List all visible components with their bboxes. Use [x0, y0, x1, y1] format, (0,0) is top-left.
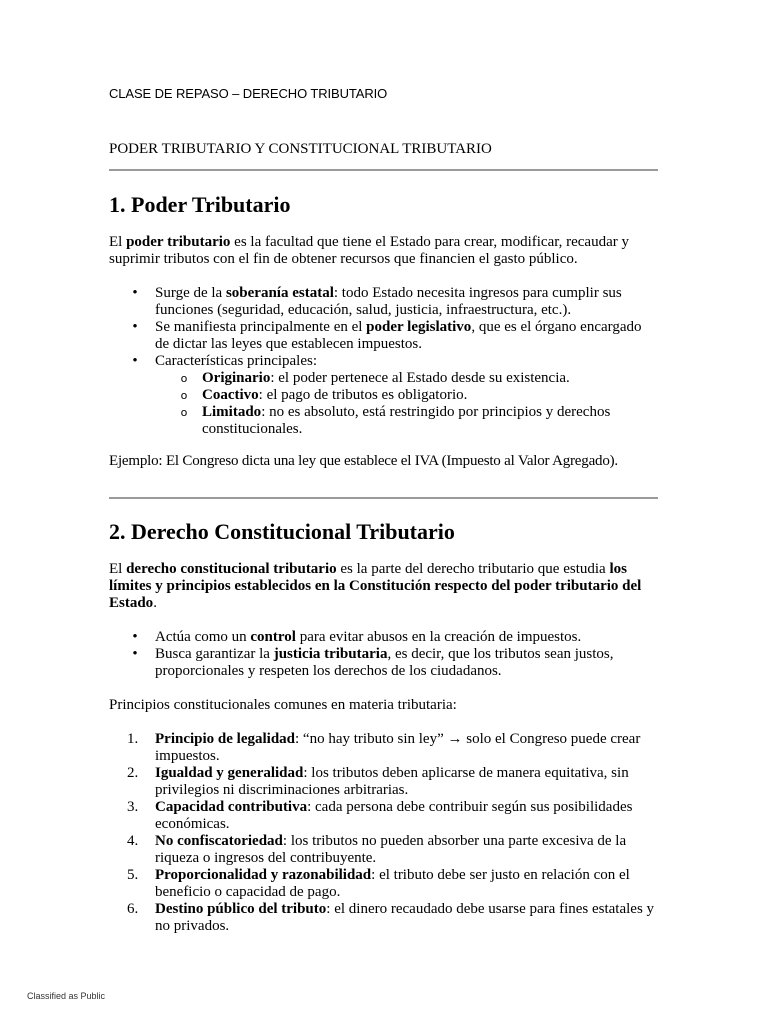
bullet-list: [109, 629, 658, 680]
bold-term: poder legislativo: [366, 319, 472, 335]
text-run: : los tributos deben aplicarse de manera equitativa, sin privilegios ni discriminaciones arbitrarias.: [155, 765, 629, 798]
text-run: : el tributo debe ser justo en relación con el beneficio o capacidad de pago.: [155, 867, 630, 900]
text-run: para evitar abusos en la creación de impuestos.: [295, 629, 582, 645]
bold-term: Originario: [202, 370, 271, 386]
bold-term: control: [250, 629, 296, 645]
bold-term: derecho constitucional tributario: [126, 561, 337, 577]
circle-marker: o: [180, 406, 188, 419]
text-run: Actúa como un: [155, 629, 251, 645]
bullet-list: [109, 285, 658, 438]
bold-term: Principio de legalidad: [155, 731, 296, 747]
text-run: , es decir, que los tributos sean justos, proporcionales y respeten los derechos de los ciudadanos.: [155, 646, 614, 679]
text-run: : no es absoluto, está restringido por principios y derechos constitucionales.: [202, 404, 611, 437]
bullet-marker: •: [132, 353, 138, 369]
text-run: es la facultad que tiene el Estado para crear, modificar, recaudar y suprimir tributos con el fin de obtener recursos que financien el gasto público.: [109, 234, 629, 267]
principle-item: [109, 833, 658, 867]
bullet-marker: •: [132, 629, 138, 645]
section-divider: [109, 169, 658, 171]
text-run: : “no hay tributo sin ley” → solo el Congreso puede crear impuestos.: [155, 731, 641, 764]
sub-list-item: [109, 387, 658, 404]
classification-label: Classified as Public: [27, 991, 106, 1001]
principle-item: [109, 901, 658, 935]
text-run: : todo Estado necesita ingresos para cumplir sus funciones (seguridad, educación, salud, justicia, infraestructura, etc.).: [155, 285, 622, 318]
section-divider: [109, 497, 658, 499]
bold-term: Coactivo: [202, 387, 259, 403]
bullet-marker: •: [132, 319, 138, 335]
list-item: [109, 285, 658, 319]
bullet-marker: •: [132, 646, 138, 662]
circle-marker: o: [180, 389, 188, 402]
principle-item: [109, 867, 658, 901]
text-run: El: [109, 234, 127, 250]
list-item: [109, 353, 658, 438]
text-run: , que es el órgano encargado de dictar las leyes que establecen impuestos.: [155, 319, 642, 352]
paragraph: [109, 234, 658, 268]
principle-item: [109, 799, 658, 833]
text-run: Surge de la: [155, 285, 226, 301]
bold-term: No confiscatoriedad: [155, 833, 283, 849]
list-item: [109, 646, 658, 680]
list-number: 2.: [127, 765, 139, 781]
text-run: : cada persona debe contribuir según sus posibilidades económicas.: [155, 799, 633, 832]
bold-term: justicia tributaria: [273, 646, 388, 662]
document-subtitle: PODER TRIBUTARIO Y CONSTITUCIONAL TRIBUTARIO: [109, 141, 492, 157]
bold-term: los límites y principios establecidos en la Constitución respecto del poder tributario del Estado: [109, 561, 642, 611]
list-number: 5.: [127, 867, 139, 883]
example-paragraph: Ejemplo: El Congreso dicta una ley que establece el IVA (Impuesto al Valor Agregado).: [109, 453, 618, 469]
paragraph: [109, 561, 658, 612]
bold-term: Proporcionalidad y razonabilidad: [155, 867, 372, 883]
text-run: Se manifiesta principalmente en el: [155, 319, 367, 335]
list-item: [109, 319, 658, 353]
sub-list-item: [109, 370, 658, 387]
sub-list-item: [109, 404, 658, 438]
text-run: .: [153, 595, 157, 611]
numbered-list: [109, 731, 658, 935]
circle-marker: o: [180, 372, 188, 385]
principle-item: [109, 731, 658, 765]
text-run: Características principales:: [155, 353, 318, 369]
text-run: : el poder pertenece al Estado desde su existencia.: [270, 370, 570, 386]
bold-term: Capacidad contributiva: [155, 799, 308, 815]
bold-term: Limitado: [202, 404, 262, 420]
text-run: es la parte del derecho tributario que estudia: [336, 561, 610, 577]
text-run: Busca garantizar la: [155, 646, 274, 662]
list-number: 1.: [127, 731, 139, 747]
bold-term: poder tributario: [126, 234, 231, 250]
text-run: : los tributos no pueden absorber una parte excesiva de la riqueza o ingresos del contribuyente.: [155, 833, 627, 866]
text-run: : el pago de tributos es obligatorio.: [258, 387, 468, 403]
text-run: El: [109, 561, 127, 577]
list-number: 3.: [127, 799, 139, 815]
list-number: 6.: [127, 901, 139, 917]
section-heading: 1. Poder Tributario: [109, 192, 291, 217]
list-number: 4.: [127, 833, 139, 849]
paragraph: Principios constitucionales comunes en materia tributaria:: [109, 697, 457, 713]
bold-term: Igualdad y generalidad: [155, 765, 304, 781]
text-run: : el dinero recaudado debe usarse para fines estatales y no privados.: [155, 901, 655, 934]
bold-term: soberanía estatal: [225, 285, 334, 301]
document-header: CLASE DE REPASO – DERECHO TRIBUTARIO: [109, 86, 388, 101]
bullet-marker: •: [132, 285, 138, 301]
sub-bullet-list: [155, 370, 658, 438]
bold-term: Destino público del tributo: [155, 901, 327, 917]
principle-item: [109, 765, 658, 799]
section-heading: 2. Derecho Constitucional Tributario: [109, 519, 455, 544]
list-item: [109, 629, 658, 646]
